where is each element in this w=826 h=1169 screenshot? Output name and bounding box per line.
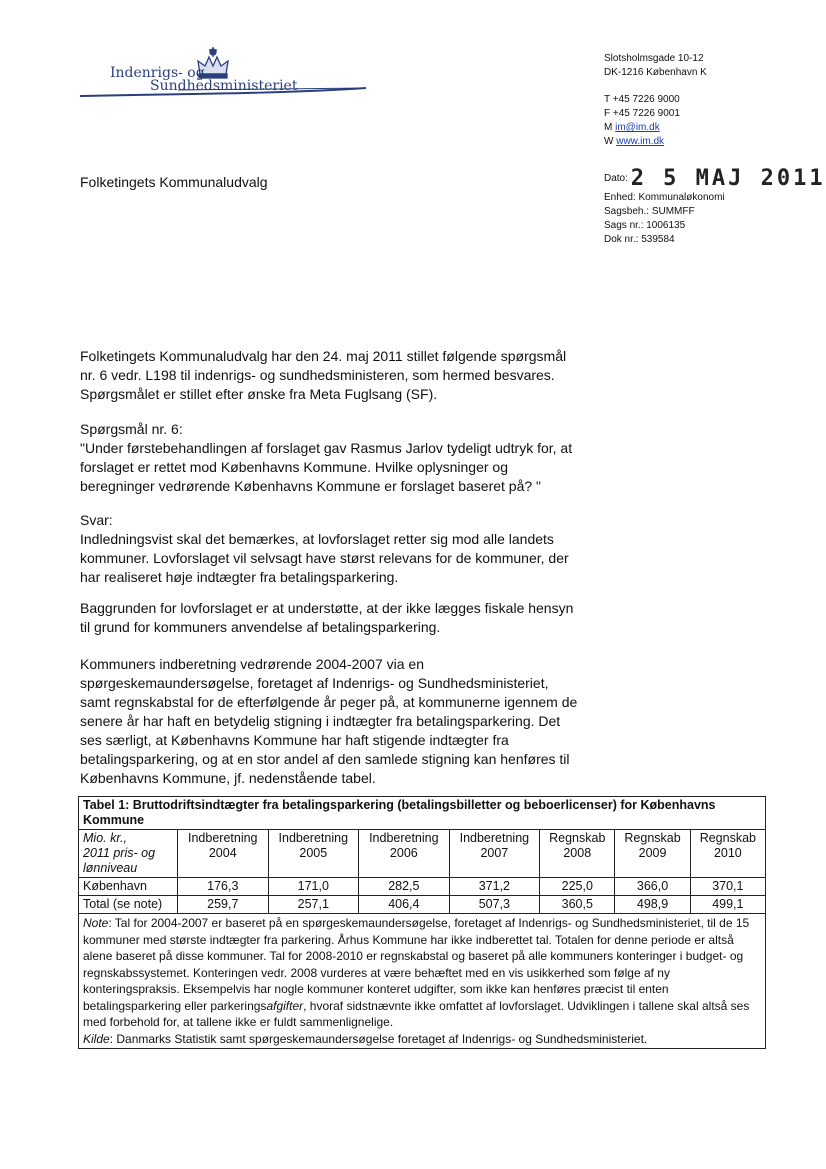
date-label: Dato: (604, 173, 628, 184)
column-year: 2005 (299, 846, 328, 860)
row-label: København (79, 878, 178, 896)
table-unit-header (79, 830, 178, 878)
table-column-header (178, 830, 269, 878)
table-cell: 406,4 (359, 896, 450, 914)
table-column-header (540, 830, 615, 878)
table-notes (79, 914, 766, 1049)
intro-paragraph (80, 347, 580, 404)
table-source (83, 1031, 761, 1048)
table-cell: 259,7 (178, 896, 269, 914)
note-label: Note (83, 916, 109, 930)
table-cell: 225,0 (540, 878, 615, 896)
question-block (80, 420, 580, 496)
table-cell: 370,1 (690, 878, 765, 896)
web-prefix: W (604, 136, 617, 147)
date-row (604, 166, 826, 191)
answer-block (80, 511, 580, 587)
unit-line-1: Mio. kr., (83, 831, 127, 845)
logo-text-line1: Indenrigs- og (110, 65, 205, 81)
mail-prefix: M (604, 122, 616, 133)
address-fax: F +45 7226 9001 (604, 108, 680, 119)
web-link[interactable]: www.im.dk (616, 136, 665, 147)
table-column-header (449, 830, 540, 878)
revenue-table (78, 796, 766, 1049)
table-cell: 282,5 (359, 878, 450, 896)
column-year: 2008 (563, 846, 592, 860)
answer-paragraph-1: Indledningsvist skal det bemærkes, at lovforslaget retter sig mod alle landets kommuner. Lovforslaget vil selvsagt have størst relevans for de kommuner, der har realiseret høje indtægter fra betalingsparkering. (80, 531, 569, 585)
column-year: 2010 (713, 846, 742, 860)
row-label: Total (se note) (79, 896, 178, 914)
source-text: : Danmarks Statistik samt spørgeskemaundersøgelse foretaget af Indenrigs- og Sundhedsministeriet. (109, 1031, 648, 1046)
column-type: Indberetning (369, 831, 439, 845)
table-cell: 176,3 (178, 878, 269, 896)
meta-document-number: Dok nr.: 539584 (604, 234, 675, 245)
column-type: Regnskab (699, 831, 756, 845)
answer-paragraph-2 (80, 599, 580, 637)
meta-case-number: Sags nr.: 1006135 (604, 220, 686, 231)
table-row (79, 896, 766, 914)
source-label: Kilde (83, 1031, 110, 1046)
note-text-b: , hvoraf sidstnævnte ikke omfattet af lovforslaget. Udviklingen i tallene skal altså ses med forbehold for, at tallene ikke er fuldt sammenlignelige. (83, 998, 750, 1029)
address-mail-row (604, 121, 660, 135)
table-column-header (359, 830, 450, 878)
table-column-header (615, 830, 690, 878)
unit-line-3: lønniveau (83, 861, 138, 875)
column-year: 2006 (389, 846, 418, 860)
logo-text-line2: Sundhedsministeriet (150, 78, 298, 94)
column-type: Regnskab (624, 831, 681, 845)
address-web-row (604, 135, 664, 149)
question-label: Spørgsmål nr. 6: (80, 421, 183, 437)
column-type: Regnskab (549, 831, 606, 845)
column-type: Indberetning (188, 831, 258, 845)
note-text-italic: afgifter (266, 998, 304, 1013)
note-text-a: : Tal for 2004-2007 er baseret på en spørgeskemaundersøgelse, foretaget af Indenrigs- og Sundhedsministeriet, til de 15 kommuner med største indtægter fra parkering. Århus Kommune har ikke indberettet tal. Totalen for denne periode er altså alene baseret på disse kommuner. Tal for 2008-2010 er regnskabstal og baseret på alle kommuners konteringer i budget- og regnskabssystemet. Konteringen vedr. 2008 vurderes at være behæftet med en vis usikkerhed som følge af ny konteringspraksis. Eksempelvis har nogle kommuner konteret udgifter, som ikke kan henføres præcist til enten betalingsparkering eller parkerings (83, 916, 750, 1013)
table-cell: 499,1 (690, 896, 765, 914)
address-city: DK-1216 København K (604, 67, 707, 78)
column-year: 2009 (638, 846, 667, 860)
recipient: Folketingets Kommunaludvalg (80, 174, 268, 190)
table-header-row (79, 830, 766, 878)
column-year: 2007 (480, 846, 509, 860)
column-type: Indberetning (278, 831, 349, 845)
table-row (79, 878, 766, 896)
intro-text: Folketingets Kommunaludvalg har den 24. maj 2011 stillet følgende spørgsmål nr. 6 vedr. L198 til indenrigs- og sundhedsministeren, som hermed besvares. Spørgsmålet er stillet efter ønske fra Meta Fuglsang (SF). (80, 348, 567, 402)
address-phone: T +45 7226 9000 (604, 94, 680, 105)
meta-caseworker: Sagsbeh.: SUMMFF (604, 206, 695, 217)
table-column-header (690, 830, 765, 878)
meta-unit: Enhed: Kommunaløkonomi (604, 192, 725, 203)
table-cell: 498,9 (615, 896, 690, 914)
table-cell: 171,0 (268, 878, 359, 896)
mail-link[interactable]: im@im.dk (615, 122, 660, 133)
table-column-header (268, 830, 359, 878)
table-cell: 371,2 (449, 878, 540, 896)
table-cell: 360,5 (540, 896, 615, 914)
table-cell: 366,0 (615, 878, 690, 896)
table-cell: 507,3 (449, 896, 540, 914)
date-stamp: 2 5 MAJ 2011 (630, 166, 826, 191)
answer-paragraph-3 (80, 655, 580, 788)
column-year: 2004 (208, 846, 237, 860)
answer-label: Svar: (80, 512, 113, 528)
table-caption: Tabel 1: Bruttodriftsindtægter fra betalingsparkering (betalingsbilletter og beboerlicenser) for Københavns Kommune (79, 797, 766, 830)
ministry-logo (78, 44, 378, 104)
question-text: "Under førstebehandlingen af forslaget gav Rasmus Jarlov tydeligt udtryk for, at forslaget er rettet mod Københavns Kommune. Hvilke oplysninger og beregninger vedrørende Københavns Kommune er forslaget baseret på? " (80, 440, 573, 494)
address-street: Slotsholmsgade 10-12 (604, 53, 704, 64)
column-type: Indberetning (459, 831, 530, 845)
answer-paragraph-3-text: Kommuners indberetning vedrørende 2004-2007 via en spørgeskemaundersøgelse, foretaget af Indenrigs- og Sundhedsministeriet, samt regnskabstal for de efterfølgende år peger på, at kommunerne igennem de senere år har haft en betydelig stigning i indtægter fra betalingsparkering. Det ses særligt, at Københavns Kommune har haft stigende indtægter fra betalingsparkering, og at en stor andel af den samlede stigning kan henføres til Københavns Kommune, jf. nedenstående tabel. (80, 656, 578, 786)
answer-paragraph-2-text: Baggrunden for lovforslaget er at understøtte, at der ikke lægges fiskale hensyn til grund for kommuners anvendelse af betalingsparkering. (80, 600, 574, 635)
table-cell: 257,1 (268, 896, 359, 914)
table-note (83, 915, 761, 1031)
unit-line-2: 2011 pris- og (83, 846, 156, 860)
